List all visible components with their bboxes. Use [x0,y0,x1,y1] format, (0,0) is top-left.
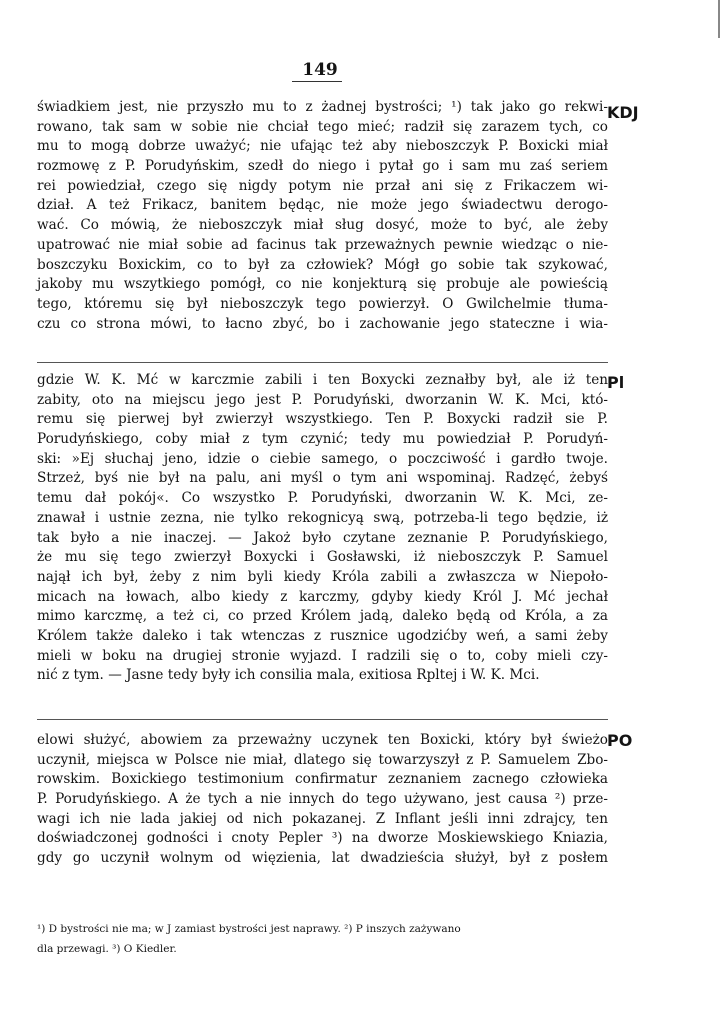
text-line: mieli w boku na drugiej stronie wyjazd. I radzili się o to, coby mieli czy- [37,647,608,664]
section-divider [37,719,608,720]
margin-tag-po: PO [607,731,633,750]
text-line: P. Porudyńskiego. A że tych a nie innych do tego używano, jest causa ²) prze- [37,791,608,808]
text-line: elowi służyć, abowiem za przeważny uczynek ten Boxicki, który był świeżo [37,732,608,748]
text-line: gdzie W. K. Mć w karczmie zabili i ten Boxycki zeznałby był, ale iż ten [37,372,608,388]
text-section-pl [37,371,608,686]
text-line: doświadczonej godności i cnoty Pepler ³) na dworze Moskiewskiego Kniazia, [37,830,608,847]
text-line: boszczyku Boxickim, co to był za człowiek? Mógł go sobie tak szykować, [37,256,608,273]
text-line: dział. A też Frikacz, banitem będąc, nie może jego świadectwu derogo- [37,197,608,214]
page-number: 149 [302,60,338,80]
margin-tag-kdj: KDJ [607,103,639,122]
text-line: micach na łowach, albo kiedy z karczmy, gdyby kiedy Król J. Mć jechał [37,588,608,605]
text-line: uczynił, miejsca w Polsce nie miał, dlatego się towarzyszył z P. Samuelem Zbo- [37,751,608,768]
text-line: Królem także daleko i tak wtenczas z rusznice ugodzićby weń, a sami żeby [37,627,608,644]
text-line: ski: »Ej słuchaj jeno, idzie o ciebie samego, o poczciwość i gardło twoje. [37,450,608,467]
text-line: gdy go uczynił wolnym od więzienia, lat dwadzieścia służył, był z posłem [37,850,608,867]
text-line: wagi ich nie lada jakiej od nich pokazanej. Z Inflant jeśli inni zdrajcy, ten [37,810,608,827]
text-line: tego, któremu się był nieboszczyk tego powierzył. O Gwilchelmie tłuma- [37,295,608,312]
text-line: rozmowę z P. Porudyńskim, szedł do niego i pytał go i sam mu zaś seriem [37,158,608,175]
text-line: mimo karczmę, a też ci, co przed Królem jadą, daleko będą od Króla, a za [37,608,608,625]
text-line: zabity, oto na miejscu jego jest P. Porudyński, dworzanin W. K. Mci, któ- [37,391,608,408]
text-line: rowano, tak sam w sobie nie chciał tego mieć; radził się zarazem tych, co [37,118,608,135]
text-line: wać. Co mówią, że nieboszczyk miał sług dosyć, może to być, ale żeby [37,217,608,234]
text-line: Porudyńskiego, coby miał z tym czynić; tedy mu powiedział P. Porudyń- [37,431,608,448]
footnote-line: dla przewagi. ³) O Kiedler. [37,943,177,955]
text-line: nić z tym. — Jasne tedy były ich consilia mala, exitiosa Rpltej i W. K. Mci. [37,667,540,684]
text-line: rei powiedział, czego się nigdy potym nie przał ani się z Frikaczem wi- [37,177,608,194]
section-divider [37,362,608,363]
text-line: świadkiem jest, nie przyszło mu to z żadnej bystrości; ¹) tak jako go rekwi- [37,99,608,115]
text-line: remu się pierwej był zwierzył wszystkiego. Ten P. Boxycki radził sie P. [37,411,608,428]
text-line: czu co strona mówi, to łacno zbyć, bo i zachowanie jego stateczne i wia- [37,315,608,332]
text-line: temu dał pokój«. Co wszystko P. Porudyński, dworzanin W. K. Mci, ze- [37,490,608,507]
text-line: mu to mogą dobrze uważyć; nie ufając też aby nieboszczyk P. Boxicki miał [37,138,608,155]
page-number-underline [292,81,342,82]
text-line: rowskim. Boxickiego testimonium confirmatur zeznaniem zacnego człowieka [37,771,608,788]
text-line: najął ich był, żeby z nim byli kiedy Króla zabili a zwłaszcza w Niepoło- [37,568,608,585]
text-section-kdj [37,98,608,334]
text-section-po [37,731,608,869]
text-line: Strzeż, byś nie był na palu, ani myśl o tym ani wspominaj. Radzęć, żebyś [37,470,608,487]
text-line: tak było a nie inaczej. — Jakoż było czytane zeznanie P. Porudyńskiego, [37,529,608,546]
footnotes [37,919,637,959]
text-line: jakoby mu wszytkiego pomógł, co nie konjekturą się probuje ale powieścią [37,276,608,293]
margin-tag-pl: Pl [607,373,625,392]
footnote-line: ¹) D bystrości nie ma; w J zamiast bystrości jest naprawy. ²) P inszych zażywano [37,923,461,935]
text-line: znawał i ustnie zezna, nie tylko rekognicyą swą, potrzeba-li tego będzie, iż [37,509,608,526]
text-line: że mu się tego zwierzył Boxycki i Gosławski, iż nieboszczyk P. Samuel [37,549,608,566]
text-line: upatrować nie miał sobie ad facinus tak przeważnych pewnie wiedząc o nie- [37,236,608,253]
